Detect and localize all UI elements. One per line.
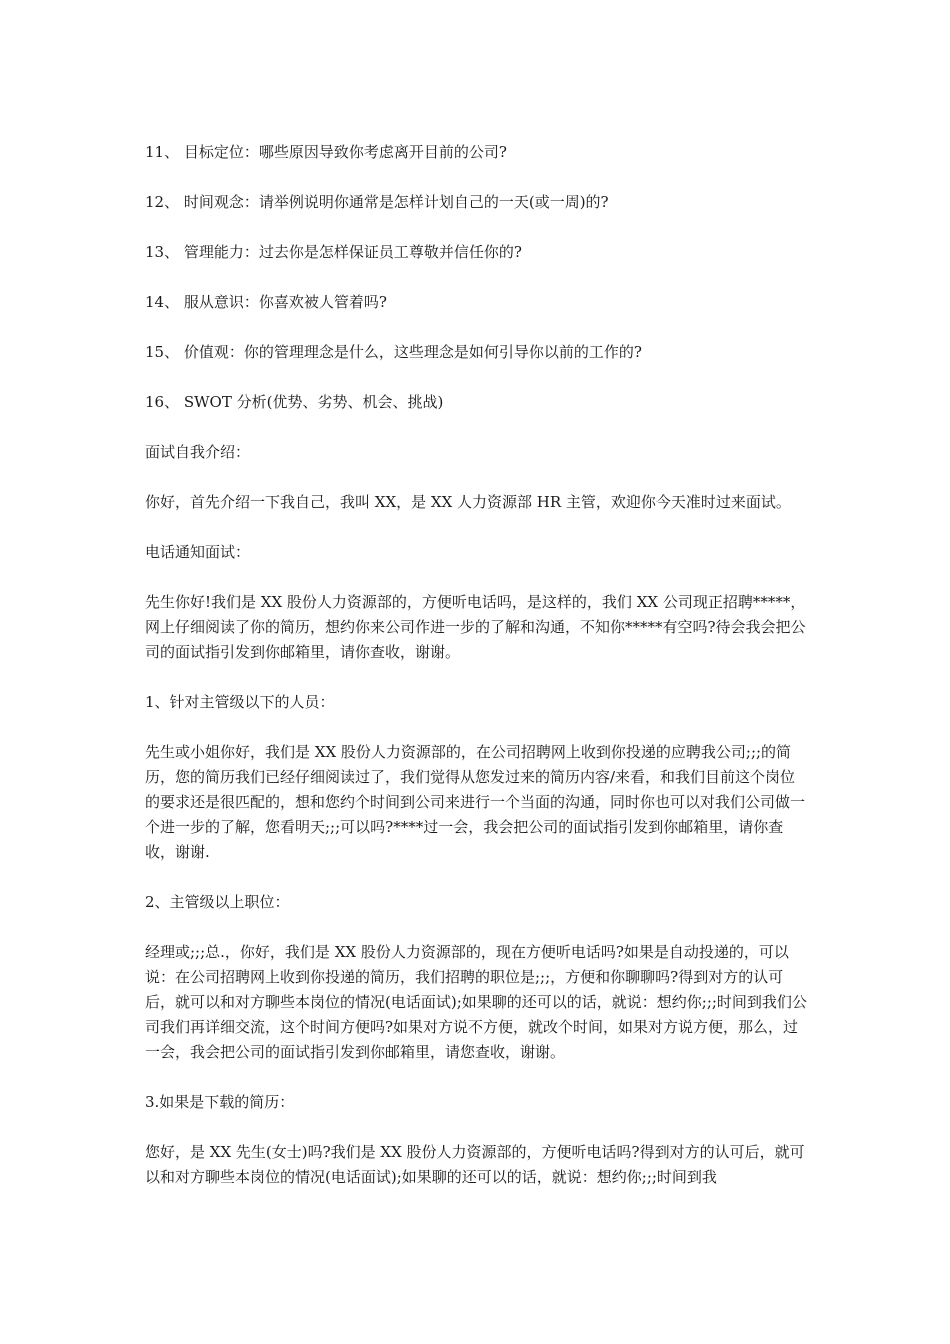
question-15: 15、 价值观：你的管理理念是什么，这些理念是如何引导你以前的工作的? xyxy=(145,343,642,361)
question-13: 13、 管理能力：过去你是怎样保证员工尊敬并信任你的? xyxy=(145,243,522,261)
question-16: 16、 SWOT 分析(优势、劣势、机会、挑战) xyxy=(145,393,444,411)
question-14: 14、 服从意识：你喜欢被人管着吗? xyxy=(145,293,387,311)
downloaded-resume-text: 您好，是 XX 先生(女士)吗?我们是 XX 股份人力资源部的，方便听电话吗?得到对方的认可后，就可以和对方聊些本岗位的情况(电话面试);如果聊的还可以的话，就说：想约你;;;时间到我 xyxy=(145,1143,805,1186)
section-heading-self-intro: 面试自我介绍： xyxy=(145,443,251,461)
subheading-above-supervisor: 2、主管级以上职位： xyxy=(145,893,290,911)
question-12: 12、 时间观念：请举例说明你通常是怎样计划自己的一天(或一周)的? xyxy=(145,193,609,211)
subheading-below-supervisor: 1、针对主管级以下的人员： xyxy=(145,693,335,711)
subheading-downloaded-resume: 3.如果是下载的简历： xyxy=(145,1093,295,1111)
above-supervisor-text: 经理或;;;总.，你好，我们是 XX 股份人力资源部的，现在方便听电话吗?如果是自动投递的，可以说：在公司招聘网上收到你投递的简历，我们招聘的职位是;;;，方便和你聊聊吗?得到对方的认可后，就可以和对方聊些本岗位的情况(电话面试);如果聊的还可以的话，就说：想约你;;;时间到我们公司我们再详细交流，这个时间方便吗?如果对方说不方便，就改个时间，如果对方说方便，那么，过一会，我会把公司的面试指引发到你邮箱里，请您查收，谢谢。 xyxy=(145,943,807,1061)
self-intro-text: 你好，首先介绍一下我自己，我叫 XX，是 XX 人力资源部 HR 主管，欢迎你今天准时过来面试。 xyxy=(145,493,791,511)
question-11: 11、 目标定位：哪些原因导致你考虑离开目前的公司? xyxy=(145,143,507,161)
section-heading-phone-notice: 电话通知面试： xyxy=(145,543,251,561)
below-supervisor-text: 先生或小姐你好，我们是 XX 股份人力资源部的，在公司招聘网上收到你投递的应聘我公司;;;的简历，您的简历我们已经仔细阅读过了，我们觉得从您发过来的简历内容/来看，和我们目前这个岗位的要求还是很匹配的，想和您约个时间到公司来进行一个当面的沟通，同时你也可以对我们公司做一个进一步的了解，您看明天;;;可以吗?****过一会，我会把公司的面试指引发到你邮箱里，请你查收，谢谢. xyxy=(145,743,806,861)
document-body xyxy=(145,140,810,1215)
phone-notice-text: 先生你好!我们是 XX 股份人力资源部的，方便听电话吗，是这样的，我们 XX 公司现正招聘*****，网上仔细阅读了你的简历，想约你来公司作进一步的了解和沟通，不知你*****有空吗?待会我会把公司的面试指引发到你邮箱里，请你查收，谢谢。 xyxy=(145,593,806,661)
